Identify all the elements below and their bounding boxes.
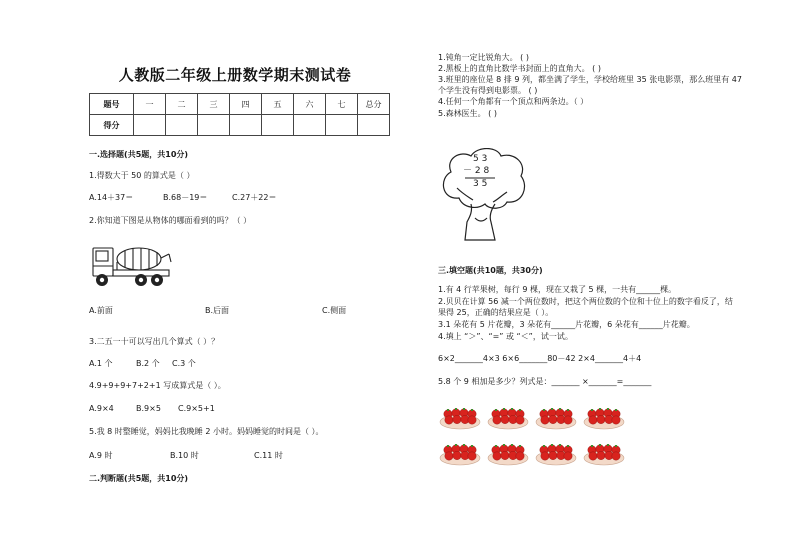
- fill-question: 3.1 朵花有 5 片花瓣，3 朵花有______片花瓣，6 朵花有______片花瓣。: [438, 320, 695, 329]
- score-header-cell: 六: [294, 94, 326, 115]
- question-text: 2.你知道下图是从物体的哪面看到的吗？（ ）: [89, 216, 252, 225]
- option-c: C.3 个: [172, 359, 196, 368]
- fill-question: 果得 25，正确的结果应是（ ）。: [438, 308, 554, 317]
- judgement-item: 1.钝角一定比锐角大。 ( ): [438, 53, 529, 62]
- score-cell[interactable]: [134, 115, 166, 136]
- fill-question: 5.8 个 9 相加是多少？列式是：_______ ×_______=_______: [438, 377, 652, 386]
- mixer-truck-image: [89, 240, 173, 290]
- score-cell[interactable]: [198, 115, 230, 136]
- section2-heading: 二.判断题(共5题，共10分): [89, 474, 189, 483]
- option-b: B.后面: [205, 306, 230, 315]
- option-c: C.11 时: [254, 451, 283, 460]
- judgement-item: 3.班里的座位是 8 排 9 列，都坐满了学生，学校给班里 35 张电影票，那么班里有 47: [438, 75, 742, 84]
- tree-doctor-image: [437, 148, 527, 246]
- fill-question: 1.有 4 行苹果树，每行 9 棵，现在又栽了 5 棵，一共有______棵。: [438, 285, 677, 294]
- score-header-cell: 三: [198, 94, 230, 115]
- tomato-plates-image: [438, 402, 628, 472]
- question-text: 3.二五一十可以写出几个算式（ ）？: [89, 337, 220, 346]
- option-b: B.68－19＝: [163, 193, 208, 202]
- score-header-cell: 五: [262, 94, 294, 115]
- question-text: 1.得数大于 50 的算式是（ ）: [89, 171, 195, 180]
- question-text: 5.我 8 时整睡觉，妈妈比我晚睡 2 小时。妈妈睡觉的时间是（ ）。: [89, 427, 324, 436]
- score-header-cell: 总分: [358, 94, 390, 115]
- page-title: 人教版二年级上册数学期末测试卷: [118, 66, 352, 84]
- score-cell[interactable]: [326, 115, 358, 136]
- fill-question: 2.贝贝在计算 56 减一个两位数时，把这个两位数的个位和十位上的数字看反了，结: [438, 297, 733, 306]
- score-header-cell: 七: [326, 94, 358, 115]
- option-b: B.9×5: [136, 404, 161, 413]
- option-a: A.14＋37＝: [89, 193, 134, 202]
- option-c: C.侧面: [322, 306, 347, 315]
- tree-digits-bottom: 3 5: [473, 179, 488, 189]
- score-table: [89, 93, 390, 136]
- score-cell[interactable]: [230, 115, 262, 136]
- score-header-cell: 二: [166, 94, 198, 115]
- score-table-score-row: [90, 115, 390, 136]
- score-row-label: 得分: [90, 115, 134, 136]
- option-b: B.2 个: [136, 359, 160, 368]
- score-cell[interactable]: [166, 115, 198, 136]
- tree-digits-middle: － 2 8: [463, 166, 490, 176]
- option-c: C.27＋22＝: [232, 193, 277, 202]
- section3-heading: 三.填空题(共10题，共30分): [438, 266, 543, 275]
- score-header-cell: 题号: [90, 94, 134, 115]
- option-c: C.9×5+1: [178, 404, 215, 413]
- question-text: 4.9+9+9+7+2+1 写成算式是（ ）。: [89, 381, 226, 390]
- score-table-header-row: [90, 94, 390, 115]
- option-a: A.9×4: [89, 404, 114, 413]
- score-cell[interactable]: [294, 115, 326, 136]
- option-a: A.前面: [89, 306, 113, 315]
- fill-question: 4.填上 “＞”、“=” 或 “＜”，试一试。: [438, 332, 573, 341]
- score-cell[interactable]: [262, 115, 294, 136]
- option-a: A.1 个: [89, 359, 113, 368]
- score-cell[interactable]: [358, 115, 390, 136]
- judgement-item: 个学生没有得到电影票。 ( ): [438, 86, 538, 95]
- option-a: A.9 时: [89, 451, 113, 460]
- score-header-cell: 一: [134, 94, 166, 115]
- score-header-cell: 四: [230, 94, 262, 115]
- judgement-item: 2.黑板上的直角比数学书封面上的直角大。 ( ): [438, 64, 601, 73]
- tree-digits-top: 5 3: [473, 154, 488, 164]
- judgement-item: 5.森林医生。 ( ): [438, 109, 497, 118]
- option-b: B.10 时: [170, 451, 199, 460]
- judgement-item: 4.任何一个角都有一个顶点和两条边。（ ）: [438, 97, 589, 106]
- section1-heading: 一.选择题(共5题，共10分): [89, 150, 189, 159]
- comparison-expressions: 6×2_______4×3 6×6_______80－42 2×4_______4＋4: [438, 354, 642, 363]
